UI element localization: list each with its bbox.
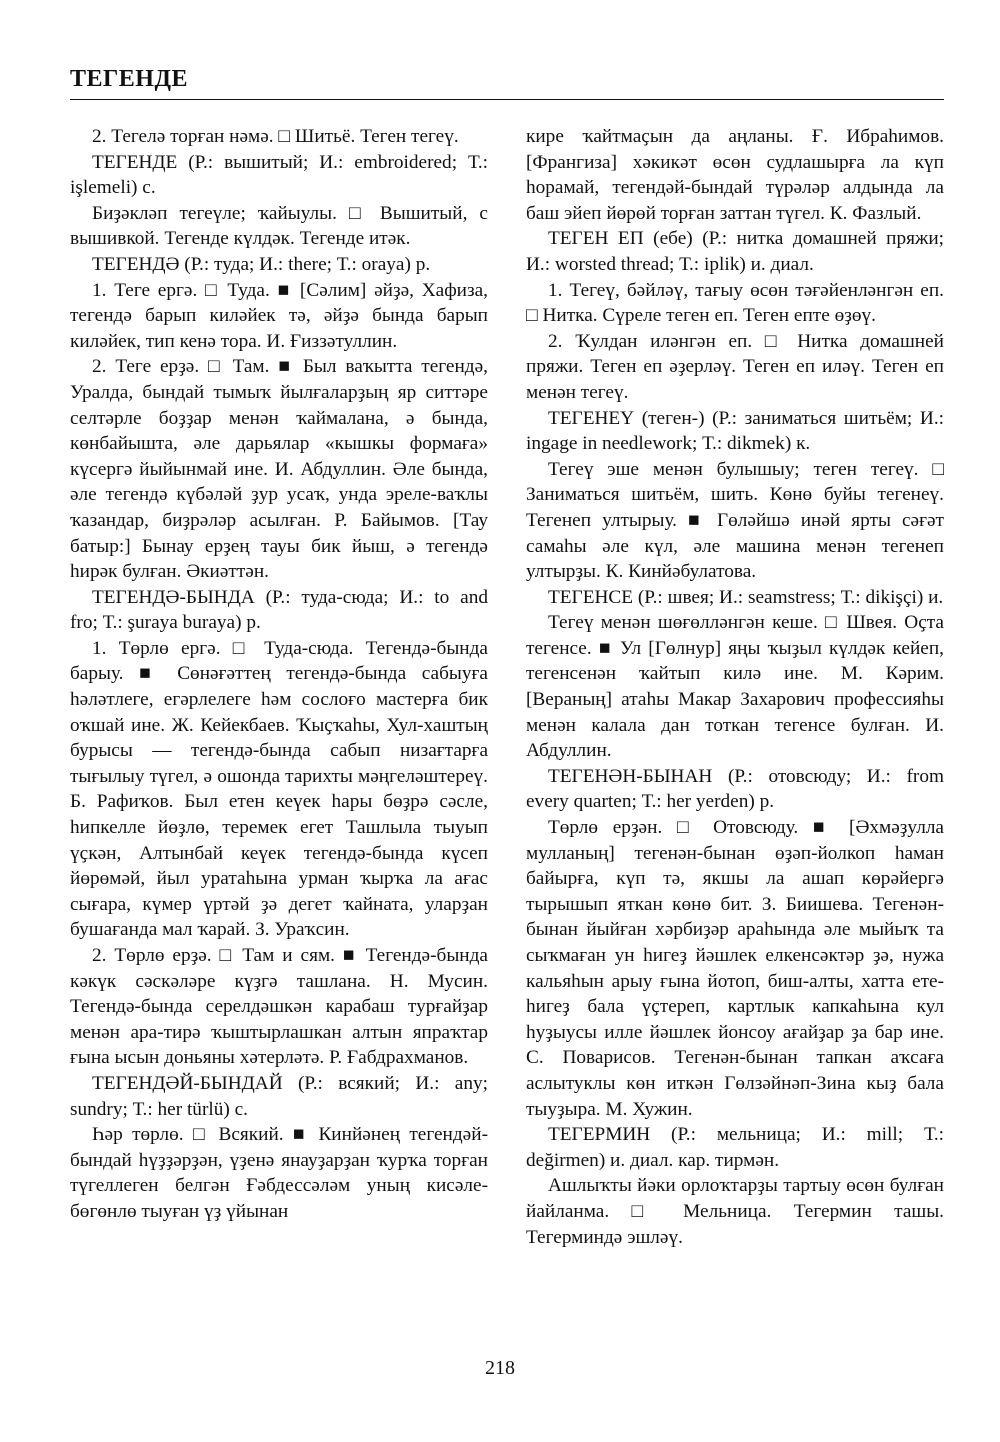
entry-paragraph: 2. Ҡулдан иләнгән еп. □ Нитка домашней пряжи. Теген еп әҙерләү. Теген еп иләү. Теген еп менән тегеү. — [526, 330, 944, 403]
entry-paragraph: 2. Төрлө ерҙә. □ Там и сям. ■ Тегендә-бында кәкүк сәскәләре күҙгә ташлана. Н. Мусин. Тегендә-бында серелдәшкән карабаш турғайҙар менән ара-тирә ҡыштырлашкан алтын япраҡтар ғына ысын доньяны хәтерләтә. Р. Ғабдрахманов. — [70, 945, 488, 1069]
running-head: ТЕГЕНДЕ — [70, 66, 188, 92]
entry-paragraph: Ашлыҡты йәки орлоҡтарҙы тартыу өсөн булған йайланма. □ Мельница. Тегермин ташы. Тегерминдә эшләү. — [526, 1175, 944, 1248]
headword-entry: ТЕГЕНЕҮ (теген-) (Р.: заниматься шитьём; И.: ingage in needlework; Т.: dikmek) к. — [526, 407, 944, 455]
left-column — [70, 124, 488, 1225]
headword-entry: ТЕГЕНДЕ (Р.: вышитый; И.: embroidered; Т.: işlemeli) с. — [70, 151, 488, 199]
entry-paragraph: 1. Теге ергә. □ Туда. ■ [Сәлим] әйҙә, Хафиза, тегендә барып киләйек тә, әйҙә бында барып киләйек, тип кенә тора. И. Ғиззәтуллин. — [70, 279, 488, 352]
headword-entry: ТЕГЕНДӘ-БЫНДА (Р.: туда-сюда; И.: to and fro; Т.: şuraya buraya) р. — [70, 586, 488, 634]
headword-entry: ТЕГЕНӘН-БЫНАН (Р.: отовсюду; И.: from every quarten; Т.: her yerden) р. — [526, 765, 944, 813]
entry-paragraph-continued: кире ҡайтмаҫын да аңланы. Ғ. Ибраһимов. [Франгиза] хәкикәт өсөн судлашырға ла күп һорамай, тегендәй-бындай түрәләр алдында ла баш эйеп йөрөй торған заттан түгел. К. Фазлый. — [526, 126, 944, 224]
headword-entry: ТЕГЕРМИН (Р.: мельница; И.: mill; Т.: değirmen) и. диал. кар. тирмән. — [526, 1124, 944, 1171]
entry-paragraph: Тегеү менән шөғөлләнгән кеше. □ Швея. Оҫта тегенсе. ■ Ул [Гөлнур] яңы ҡыҙыл күлдәк кейеп, тегенсенән ҡайтып килә ине. М. Кәрим. [Вераның] атаһы Макар Захарович профессияһы менән калала дан тоткан тегенсе булған. И. Абдуллин. — [526, 612, 944, 762]
entry-paragraph: Биҙәкләп тегеүле; ҡайыулы. □ Вышитый, с вышивкой. Тегенде күлдәк. Тегенде итәк. — [70, 202, 488, 250]
header-rule — [70, 99, 944, 100]
entry-paragraph: 2. Теге ерҙә. □ Там. ■ Был ваҡытта тегендә, Уралда, бындай тымыҡ йылғаларҙың яр ситтәре селтәрле боҙҙар менән ҡаймалана, ә бында, көнбайышта, әле дарьялар «кышкы формаға» күсергә йыйынмай ине. И. Абдуллин. Әле бында, әле тегендә күбәләй ҙур усаҡ, унда эреле-ваҡлы ҡазандар, биҙрәләр асылған. Р. Байымов. [Тау батыр:] Бынау ерҙең тауы бик йыш, ә тегендә һирәк булған. Әкиәттән. — [70, 356, 488, 583]
entry-paragraph: Тегеү эше менән булышыу; теген тегеү. □ Заниматься шитьём, шить. Көнө буйы тегенеү. Тегенеп ултырыу. ■ Гөләйшә инәй ярты сәғәт самаһы әле күл, әле машина менән тегенеп ултырҙы. К. Кинйәбулатова. — [526, 458, 944, 583]
page-number: 218 — [485, 1357, 515, 1379]
entry-paragraph: 1. Төрлө ергә. □ Туда-сюда. Тегендә-бында барыу. ■ Сөнәғәттең тегендә-бында сабыуға һәләтлеге, егәрлелеге һәм сослоғо мастерға бик оҡшай ине. Ж. Кейекбаев. Ҡыҫҡаһы, Хул-хаштың бурысы — тегендә-бында сабып низағтарға тығылыу түгел, ә ошонда тарихты мәңгеләштереү. Б. Рафиҡов. Был етен кеүек һары бөҙрә сәсле, һипкелле йөҙлө, теремек егет Ташлыла тыуып үҫкән, Алтынбай кеүек тегендә-бында күсеп йөрөмәй, йыл уратаһына урман ҡырҡа ла ағас сығара, күмер үртәй ҙә дегет ҡайната, уларҙан бушағанда мал ҡарай. З. Ураҡсин. — [70, 637, 488, 941]
entry-paragraph: Һәр төрлө. □ Всякий. ■ Кинйәнең тегендәй-бындай һүҙҙәрҙән, үҙенә янауҙарҙан ҡурҡа торған түгеллеген белгән Ғәбдессәләм уның кисәле-бөгөнлө тыуған үҙ үйынан — [70, 1124, 488, 1222]
headword-entry: ТЕГЕНСЕ (Р.: швея; И.: seamstress; Т.: dikişçi) и. — [548, 586, 944, 608]
entry-paragraph: 1. Тегеү, бәйләү, тағыу өсөн тәғәйенләнгән еп. □ Нитка. Сүреле теген еп. Теген епте өҙөү. — [526, 279, 944, 327]
entry-paragraph: Төрлө ерҙән. □ Отовсюду. ■ [Әхмәҙулла мулланың] тегенән-бынан өҙәп-йолкоп һаман байырға, күп тә, якшы ла ашап көрәйергә тырышып яткан көнө бит. З. Биишева. Тегенән-бынан йыйған хәрбиҙәр араһында әле мыйыҡ та сыҡмаған ун һигеҙ йәшлек елкенсәктәр ҙә, нужа кальяһын арыу ғына йотоп, биш-алты, хатта ете-һигеҙ бала үҫтереп, картлык капкаһына кул һуҙыусы илле йәшлек йонсоу ағайҙар ҙа бар ине. С. Поварисов. Тегенән-бынан тапкан аҡсаға аслытуклы көн иткән Гөлзәйнәп-Зина кыҙ бала тыуҙыра. М. Хужин. — [526, 817, 944, 1120]
headword-entry: ТЕГЕН ЕП (ебе) (Р.: нитка домашней пряжи; И.: worsted thread; Т.: iplik) и. диал. — [526, 228, 944, 275]
headword-entry: ТЕГЕНДӘ (Р.: туда; И.: there; Т.: oraya) р. — [92, 253, 431, 275]
headword-entry: ТЕГЕНДӘЙ-БЫНДАЙ (Р.: всякий; И.: any; sundry; Т.: her türlü) с. — [70, 1072, 488, 1120]
right-column — [526, 124, 944, 1250]
entry-paragraph: 2. Тегелә торған нәмә. □ Шитьё. Теген тегеү. — [92, 126, 459, 147]
